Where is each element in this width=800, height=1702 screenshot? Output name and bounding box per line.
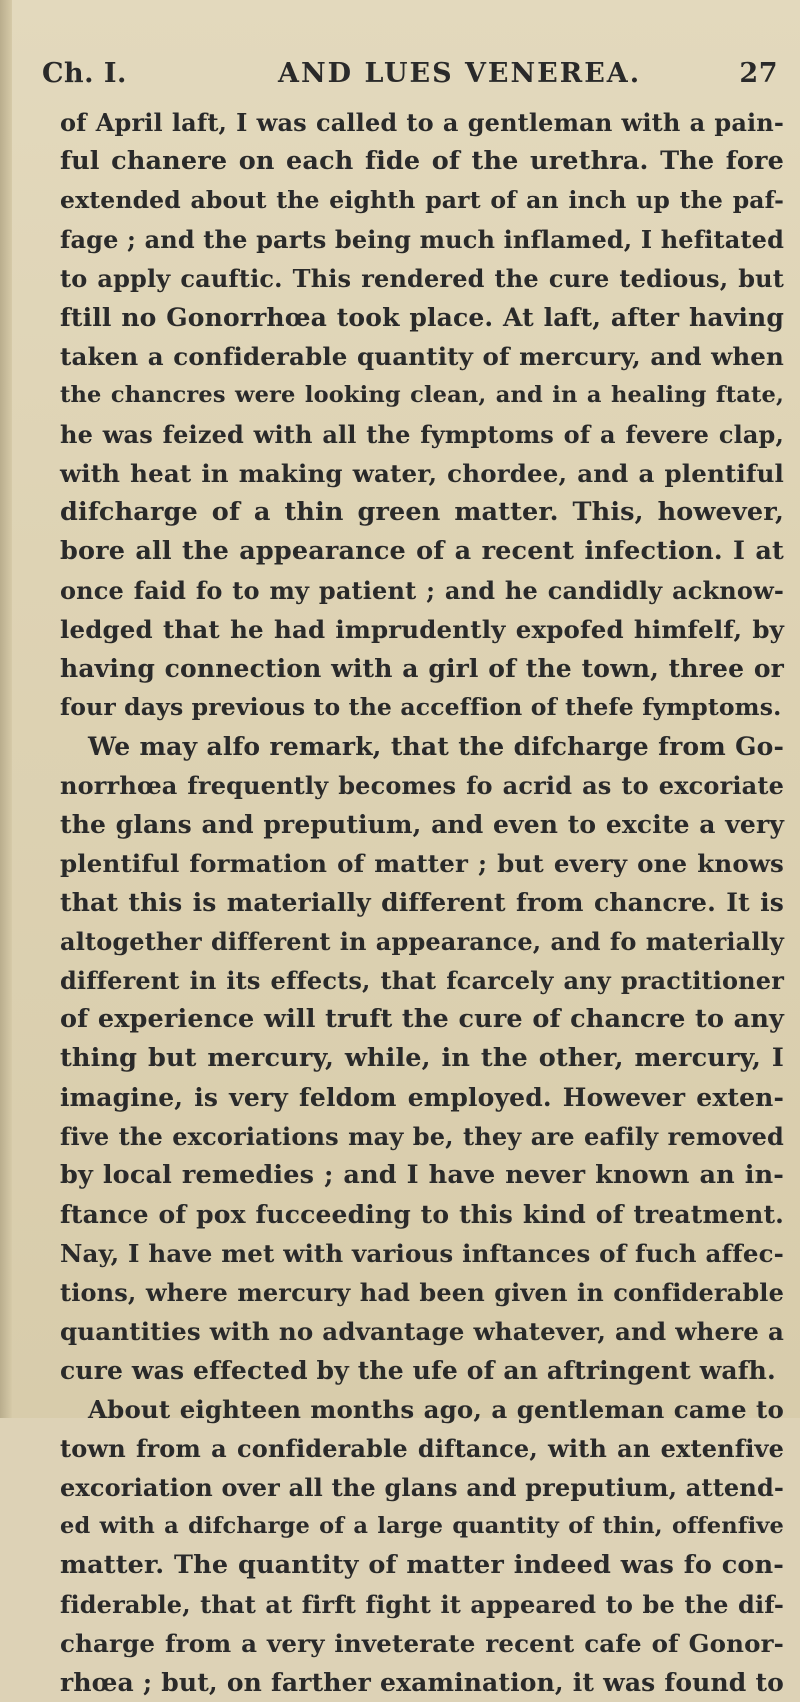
text-line: fage ; and the parts being much inflamed, I hefitated: [60, 225, 784, 254]
text-line: rhœa ; but, on farther examination, it was found to: [60, 1668, 784, 1697]
text-line: ful chanere on each fide of the urethra. The fore: [60, 146, 784, 176]
text-line: ftance of pox fucceeding to this kind of treatment.: [60, 1200, 784, 1229]
text-line: the chancres were looking clean, and in a healing ftate,: [60, 382, 784, 408]
text-line: extended about the eighth part of an inch up the paf-: [60, 186, 784, 214]
chapter-label: Ch. I.: [42, 58, 127, 89]
text-line: town from a confiderable diftance, with an extenfive: [60, 1434, 784, 1463]
text-line: that this is materially different from chancre. It is: [60, 888, 784, 917]
text-line: the glans and preputium, and even to excite a very: [60, 810, 784, 839]
running-header: [42, 58, 778, 98]
text-line: fiderable, that at firft fight it appeared to be the dif-: [60, 1590, 784, 1619]
text-line: difcharge of a thin green matter. This, however,: [60, 497, 784, 527]
text-line: different in its effects, that fcarcely any practitioner: [60, 966, 784, 995]
text-line: altogether different in appearance, and fo materially: [60, 927, 784, 956]
text-line: he was feized with all the fymptoms of a fevere clap,: [60, 420, 784, 449]
text-line: to apply cauftic. This rendered the cure tedious, but: [60, 264, 784, 293]
page-binding-edge: [0, 0, 12, 1418]
text-line: We may alfo remark, that the difcharge from Go-: [88, 732, 784, 761]
text-line: bore all the appearance of a recent infection. I at: [60, 536, 784, 566]
running-title: AND LUES VENEREA.: [278, 58, 642, 89]
text-line: cure was effected by the ufe of an aftringent wafh.: [60, 1356, 776, 1385]
text-line: thing but mercury, while, in the other, mercury, I: [60, 1043, 784, 1073]
text-line: tions, where mercury had been given in confiderable: [60, 1278, 784, 1307]
text-line: having connection with a girl of the town, three or: [60, 654, 784, 683]
text-line: excoriation over all the glans and preputium, attend-: [60, 1473, 784, 1502]
text-line: quantities with no advantage whatever, and where a: [60, 1317, 784, 1346]
text-line: matter. The quantity of matter indeed was fo con-: [60, 1550, 784, 1580]
text-line: of April laft, I was called to a gentleman with a pain-: [60, 108, 784, 137]
text-line: About eighteen months ago, a gentleman came to: [88, 1395, 784, 1424]
text-line: taken a confiderable quantity of mercury, and when: [60, 342, 784, 371]
text-line: Nay, I have met with various inftances of fuch affec-: [60, 1239, 784, 1268]
text-line: plentiful formation of matter ; but every one knows: [60, 849, 784, 878]
text-line: five the excoriations may be, they are eafily removed: [60, 1122, 784, 1151]
text-line: ledged that he had imprudently expofed himfelf, by: [60, 615, 784, 644]
body-text: [60, 103, 784, 1702]
text-line: with heat in making water, chordee, and a plentiful: [60, 459, 784, 488]
text-line: norrhœa frequently becomes fo acrid as to excoriate: [60, 771, 784, 800]
text-line: imagine, is very feldom employed. However exten-: [60, 1083, 784, 1112]
text-line: four days previous to the acceffion of thefe fymptoms.: [60, 693, 782, 721]
text-line: ftill no Gonorrhœa took place. At laft, after having: [60, 303, 784, 332]
text-line: of experience will truft the cure of chancre to any: [60, 1004, 784, 1034]
text-line: by local remedies ; and I have never known an in-: [60, 1160, 784, 1190]
page-number: 27: [739, 58, 778, 89]
text-line: charge from a very inveterate recent cafe of Gonor-: [60, 1629, 784, 1658]
text-line: once faid fo to my patient ; and he candidly acknow-: [60, 576, 784, 605]
text-line: ed with a difcharge of a large quantity of thin, offenfive: [60, 1513, 784, 1539]
